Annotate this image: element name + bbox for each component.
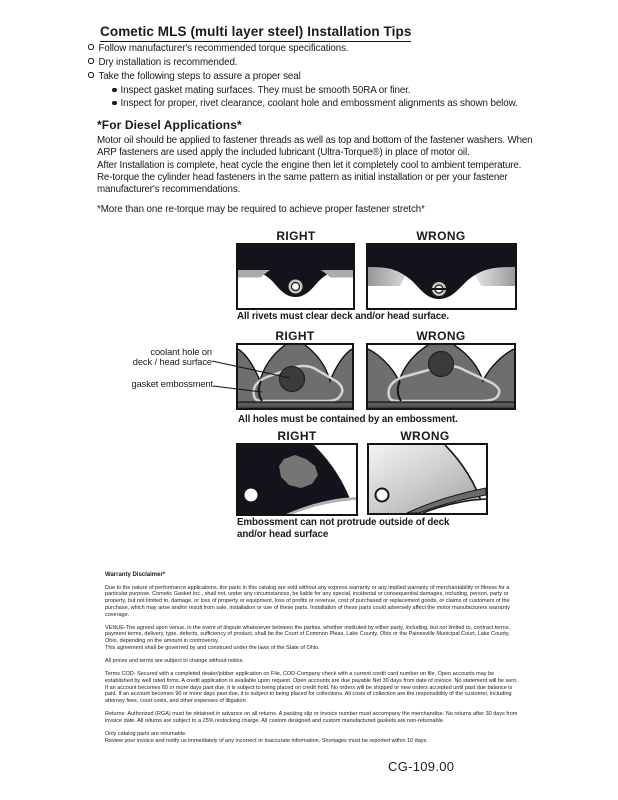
rivet-right-art	[238, 245, 353, 308]
page-code: CG-109.00	[388, 759, 455, 774]
legal-paragraph: Due to the nature of performance applications, the parts in this catalog are sold without any express warranty or any implied warranty of merchantability or fitness for a particular purpose. Cometic Gasket Inc., shall not, under any circumstances, be liable for any special, incidental or consequential damages, including, person, party or property, but not limited to, damage, or loss of property or equipment, loss of profits or revenue, cost of purchased or replacement goods, or claims of customers of the purchase, which may arise and/or result from sale, installation or use of these parts. Installation of these parts could adversely affect the motor manufacturers warranty coverage.	[105, 584, 510, 618]
legal-paragraph: VENUE-The agreed upon venue, in the event of dispute whatsoever between the parties, whether instituted by either party, including, but not limited to, contract terms, payment terms, delivery, type, defects, sufficiency of product, shall be the Court of Common Pleas, Lake County, Ohio or the Painesville Municipal Court, Lake County, Ohio, depending on the amount in controversy. This agreement shall be governed by and construed under the laws of the State of Ohio.	[105, 624, 510, 651]
dot-bullet-icon	[112, 88, 117, 93]
tips-bullet-list	[88, 42, 568, 85]
coolant-hole-label: coolant hole on deck / head surface	[132, 347, 212, 368]
retorque-note: *More than one re-torque may be required to achieve proper fastener stretch*	[97, 204, 425, 215]
list-item	[88, 56, 568, 70]
bullet-text: Inspect gasket mating surfaces. They must be smooth 50RA or finer.	[120, 85, 411, 96]
circle-bullet-icon	[88, 58, 94, 64]
tips-sub-bullet-list	[112, 84, 592, 110]
protrude-right-diagram	[236, 443, 358, 516]
row1-caption: All rivets must clear deck and/or head surface.	[237, 311, 450, 322]
rivet-wrong-diagram	[366, 243, 517, 310]
legal-paragraph: Returns- Authorized (RGA) must be obtained in advance on all returns. A packing slip or invoice number must accompany the merchandise. No returns after 30 days from invoice date. All returns are subject to a 25% restocking charge. All custom designed and custom manufactured gaskets are non-returnable.	[105, 711, 518, 724]
bullet-text: Dry installation is recommended.	[98, 57, 238, 69]
bullet-text: Follow manufacturer's recommended torque specifications.	[98, 43, 349, 54]
page-title: Cometic MLS (multi layer steel) Installation Tips	[100, 24, 411, 42]
row2-wrong-label: WRONG	[416, 329, 466, 343]
bullet-text: Take the following steps to assure a proper seal	[98, 71, 301, 83]
row3-wrong-label: WRONG	[400, 429, 450, 443]
embossment-right-art	[238, 345, 352, 408]
rivet-right-diagram	[236, 243, 355, 310]
protrude-wrong-art	[369, 445, 486, 513]
diesel-section-heading: *For Diesel Applications*	[97, 118, 242, 132]
row3-caption: Embossment can not protrude outside of deck and/or head surface	[237, 517, 450, 540]
diesel-paragraph-2: After Installation is complete, heat cycle the engine then let it completely cool to ambient temperature. Re-torque the cylinder head fasteners in the same pattern as initial installation or per your fastener manufacturer's recommendations.	[97, 160, 522, 195]
row1-wrong-label: WRONG	[416, 229, 466, 243]
embossment-wrong-art	[368, 345, 514, 408]
legal-paragraph: Terms COD- Secured with a completed dealer/jobber application on File, COD-Company check with a current credit card number on file. Open accounts may be established by well rated firms. A credit application is available upon request. Open accounts are due payable Net 30 days from date of invoice. No statement will be sent. If an account becomes 60 or more days past due, it is subject to being placed on credit hold. No orders will be shipped or new orders accepted until past due balance is paid. If an account becomes 90 or more days past due, it is subject to being placed for collections. All costs of collection are the responsibility of the customer, including attorney fees, court costs, and other expenses of litigation.	[105, 671, 518, 705]
dot-bullet-icon	[112, 101, 117, 106]
legal-paragraph: Only catalog parts are returnable. Review your invoice and notify us immediately of any incorrect or inaccurate information. Shortages must be reported within 10 days.	[105, 731, 428, 744]
circle-bullet-icon	[88, 72, 94, 78]
legal-heading: Warranty Disclaimer*	[105, 572, 166, 578]
embossment-right-diagram	[236, 343, 354, 410]
bullet-text: Inspect for proper, rivet clearance, coolant hole and embossment alignments as shown below.	[120, 98, 518, 110]
row3-right-label: RIGHT	[277, 429, 317, 443]
legal-section	[105, 572, 518, 751]
embossment-wrong-diagram	[366, 343, 516, 410]
list-item	[88, 42, 568, 56]
rivet-wrong-art	[368, 245, 515, 308]
row1-right-label: RIGHT	[276, 229, 316, 243]
row2-right-label: RIGHT	[275, 329, 315, 343]
gasket-embossment-label: gasket embossment	[131, 379, 213, 389]
protrude-wrong-diagram	[367, 443, 488, 515]
diesel-paragraph-1: Motor oil should be applied to fastener threads as well as top and bottom of the fastener washers. When ARP fasteners are used apply the included lubricant (Ultra-Torque®) in place of motor oil.	[97, 135, 533, 158]
list-item	[88, 70, 568, 84]
list-item	[112, 84, 592, 97]
circle-bullet-icon	[88, 44, 94, 50]
legal-paragraph: All prices and terms are subject to change without notice.	[105, 658, 245, 665]
list-item	[112, 97, 592, 110]
row2-caption: All holes must be contained by an embossment.	[238, 414, 458, 425]
protrude-right-art	[238, 445, 356, 514]
